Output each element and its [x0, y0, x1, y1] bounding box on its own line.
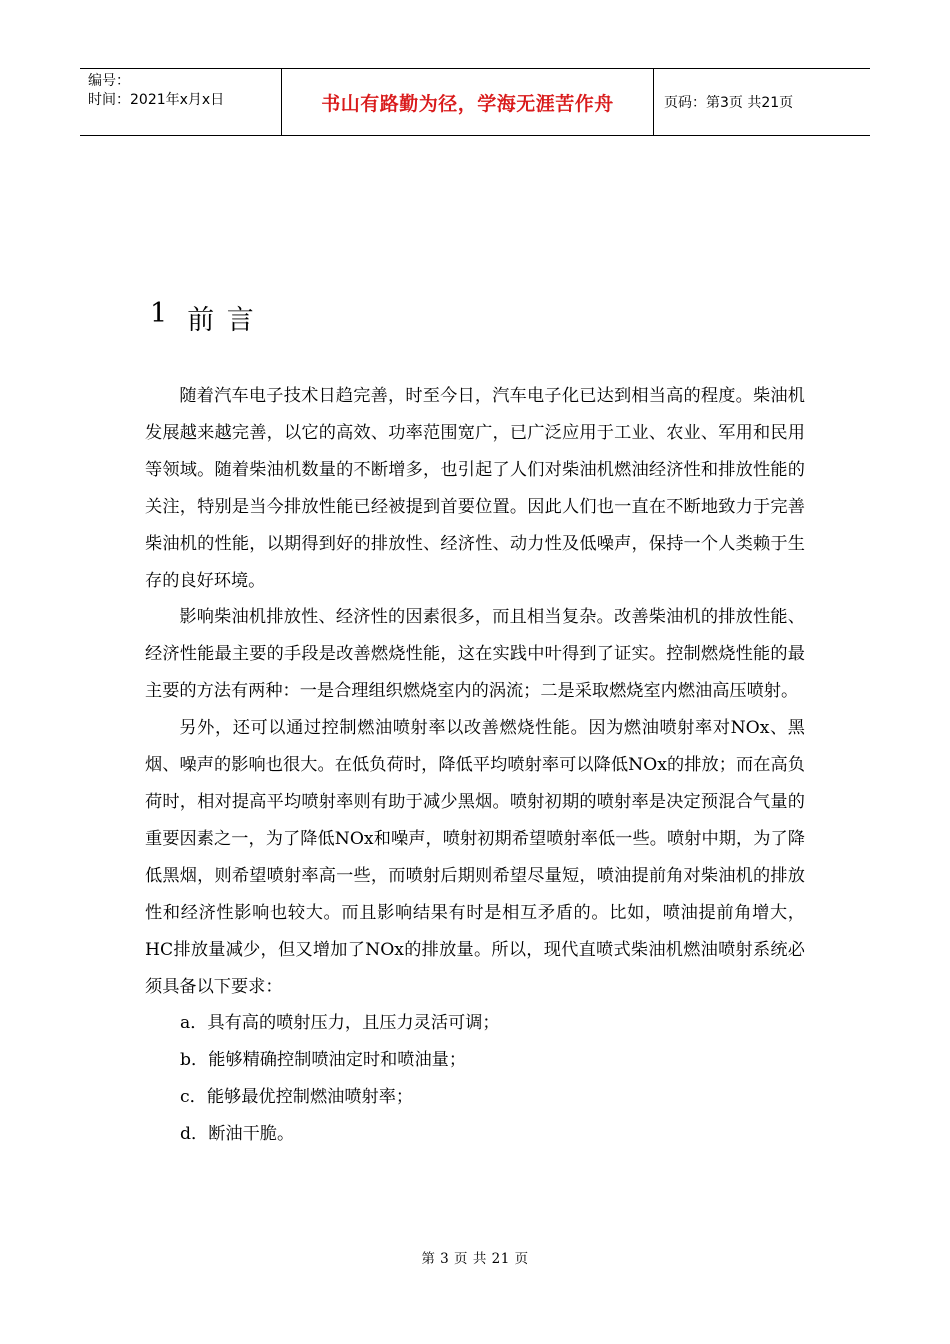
page-footer: [0, 1247, 950, 1267]
requirement-item: a．具有高的喷射压力，且压力灵活可调；: [180, 1013, 500, 1034]
paragraph: 影响柴油机排放性、经济性的因素很多，而且相当复杂。改善柴油机的排放性能、经济性能最主要的手段是改善燃烧性能，这在实践中叶得到了证实。控制燃烧性能的最主要的方法有两种：一是合理组织燃烧室内的涡流；二是采取燃烧室内燃油高压喷射。: [145, 607, 805, 702]
section-heading: [150, 298, 256, 337]
page-info: 页码：第3页 共21页: [664, 95, 794, 111]
requirement-item: b．能够精确控制喷油定时和喷油量；: [180, 1050, 467, 1071]
header-table: [80, 68, 870, 136]
paragraph: 另外，还可以通过控制燃油喷射率以改善燃烧性能。因为燃油喷射率对NOx、黑烟、噪声的影响也很大。在低负荷时，降低平均喷射率可以降低NOx的排放；而在高负荷时，相对提高平均喷射率则有助于减少黑烟。喷射初期的喷射率是决定预混合气量的重要因素之一，为了降低NOx和噪声，喷射初期希望喷射率低一些。喷射中期，为了降低黑烟，则希望喷射率高一些，而喷射后期则希望尽量短，喷油提前角对柴油机的排放性和经济性影响也较大。而且影响结果有时是相互矛盾的。比如，喷油提前角增大，HC排放量减少，但又增加了NOx的排放量。所以，现代直喷式柴油机燃油喷射系统必须具备以下要求：: [145, 718, 805, 997]
header-page-cell: [654, 69, 870, 135]
footer-page-number: 第 3 页 共 21 页: [421, 1251, 529, 1267]
paragraph: 随着汽车电子技术日趋完善，时至今日，汽车电子化已达到相当高的程度。柴油机发展越来越完善，以它的高效、功率范围宽广，已广泛应用于工业、农业、军用和民用等领域。随着柴油机数量的不断增多，也引起了人们对柴油机燃油经济性和排放性能的关注，特别是当今排放性能已经被提到首要位置。因此人们也一直在不断地致力于完善柴油机的性能，以期得到好的排放性、经济性、动力性及低噪声，保持一个人类赖于生存的良好环境。: [145, 386, 805, 591]
requirement-item: d．断油干脆。: [180, 1124, 295, 1145]
date-label: 时间：2021年x月x日: [88, 92, 225, 108]
requirement-item: c．能够最优控制燃油喷射率；: [180, 1087, 414, 1108]
motto-text: 书山有路勤为径，学海无涯苦作舟: [321, 92, 614, 115]
number-label: 编号：: [88, 73, 130, 89]
section-number: 1: [150, 298, 170, 329]
section-title: 前 言: [187, 305, 256, 336]
header-meta-cell: [80, 69, 282, 135]
header-motto-cell: [282, 69, 654, 135]
document-body: [145, 378, 805, 1153]
